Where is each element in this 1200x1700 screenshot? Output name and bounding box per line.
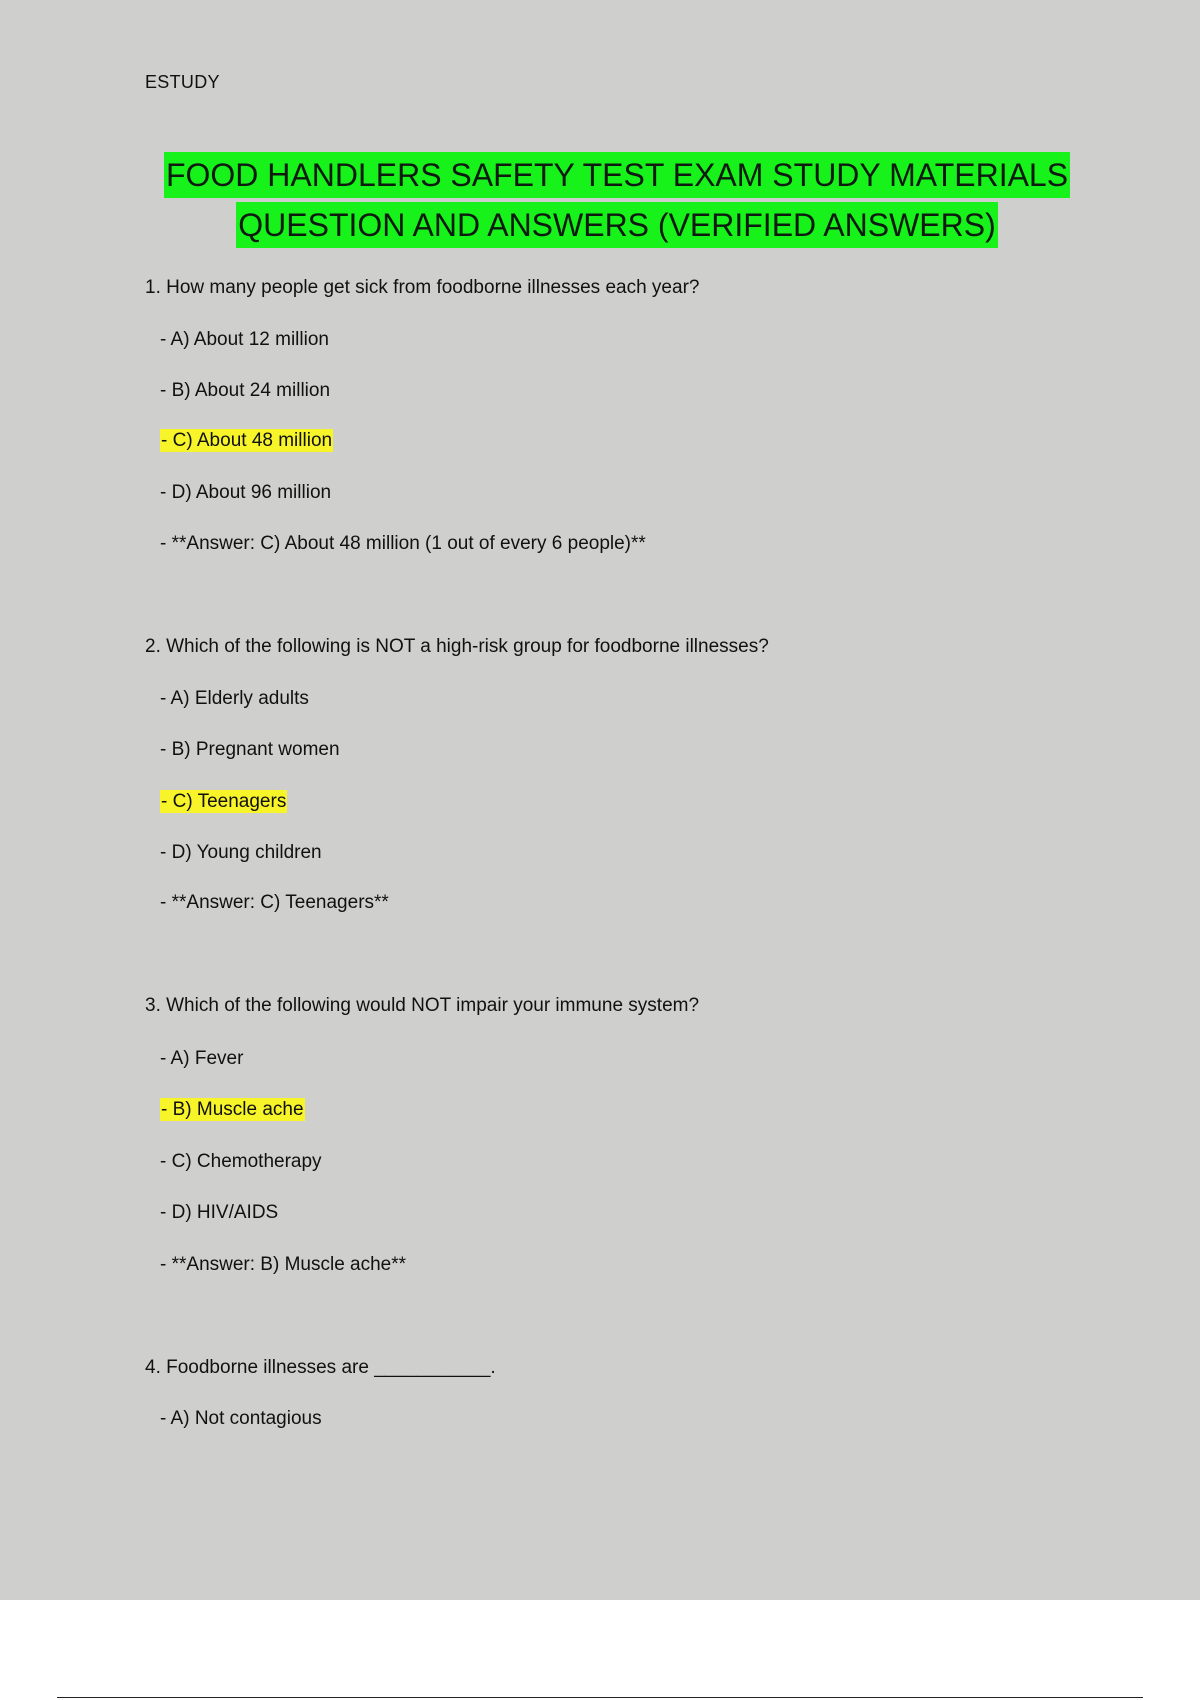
option-2c-highlighted [160, 789, 287, 815]
option-4a: - A) Not contagious [160, 1408, 322, 1429]
option-2a: - A) Elderly adults [160, 688, 309, 709]
option-3c: - C) Chemotherapy [160, 1151, 322, 1172]
highlighted-answer: - C) Teenagers [161, 791, 287, 812]
option-2b: - B) Pregnant women [160, 739, 340, 760]
option-1a: - A) About 12 million [160, 329, 329, 350]
answer-1: - **Answer: C) About 48 million (1 out of every 6 people)** [160, 533, 646, 554]
highlighted-answer: - B) Muscle ache [161, 1099, 304, 1120]
title-line-1: FOOD HANDLERS SAFETY TEST EXAM STUDY MATERIALS [164, 152, 1070, 198]
option-1d: - D) About 96 million [160, 482, 332, 503]
question-3: 3. Which of the following would NOT impair your immune system? [145, 995, 700, 1016]
option-1b: - B) About 24 million [160, 380, 331, 401]
document-title [0, 152, 1200, 248]
header-label: ESTUDY [145, 72, 220, 92]
option-3a: - A) Fever [160, 1048, 244, 1069]
answer-3: - **Answer: B) Muscle ache** [160, 1254, 407, 1275]
option-3d: - D) HIV/AIDS [160, 1202, 279, 1223]
question-2: 2. Which of the following is NOT a high-risk group for foodborne illnesses? [145, 636, 769, 657]
question-1: 1. How many people get sick from foodborne illnesses each year? [145, 277, 700, 298]
option-3b-highlighted [160, 1097, 305, 1123]
answer-2: - **Answer: C) Teenagers** [160, 892, 389, 913]
bottom-divider [57, 1697, 1143, 1698]
option-1c-highlighted [160, 428, 333, 454]
question-4: 4. Foodborne illnesses are ___________. [145, 1357, 496, 1378]
option-2d: - D) Young children [160, 842, 322, 863]
highlighted-answer: - C) About 48 million [161, 430, 333, 451]
title-line-2: QUESTION AND ANSWERS (VERIFIED ANSWERS) [236, 202, 997, 248]
